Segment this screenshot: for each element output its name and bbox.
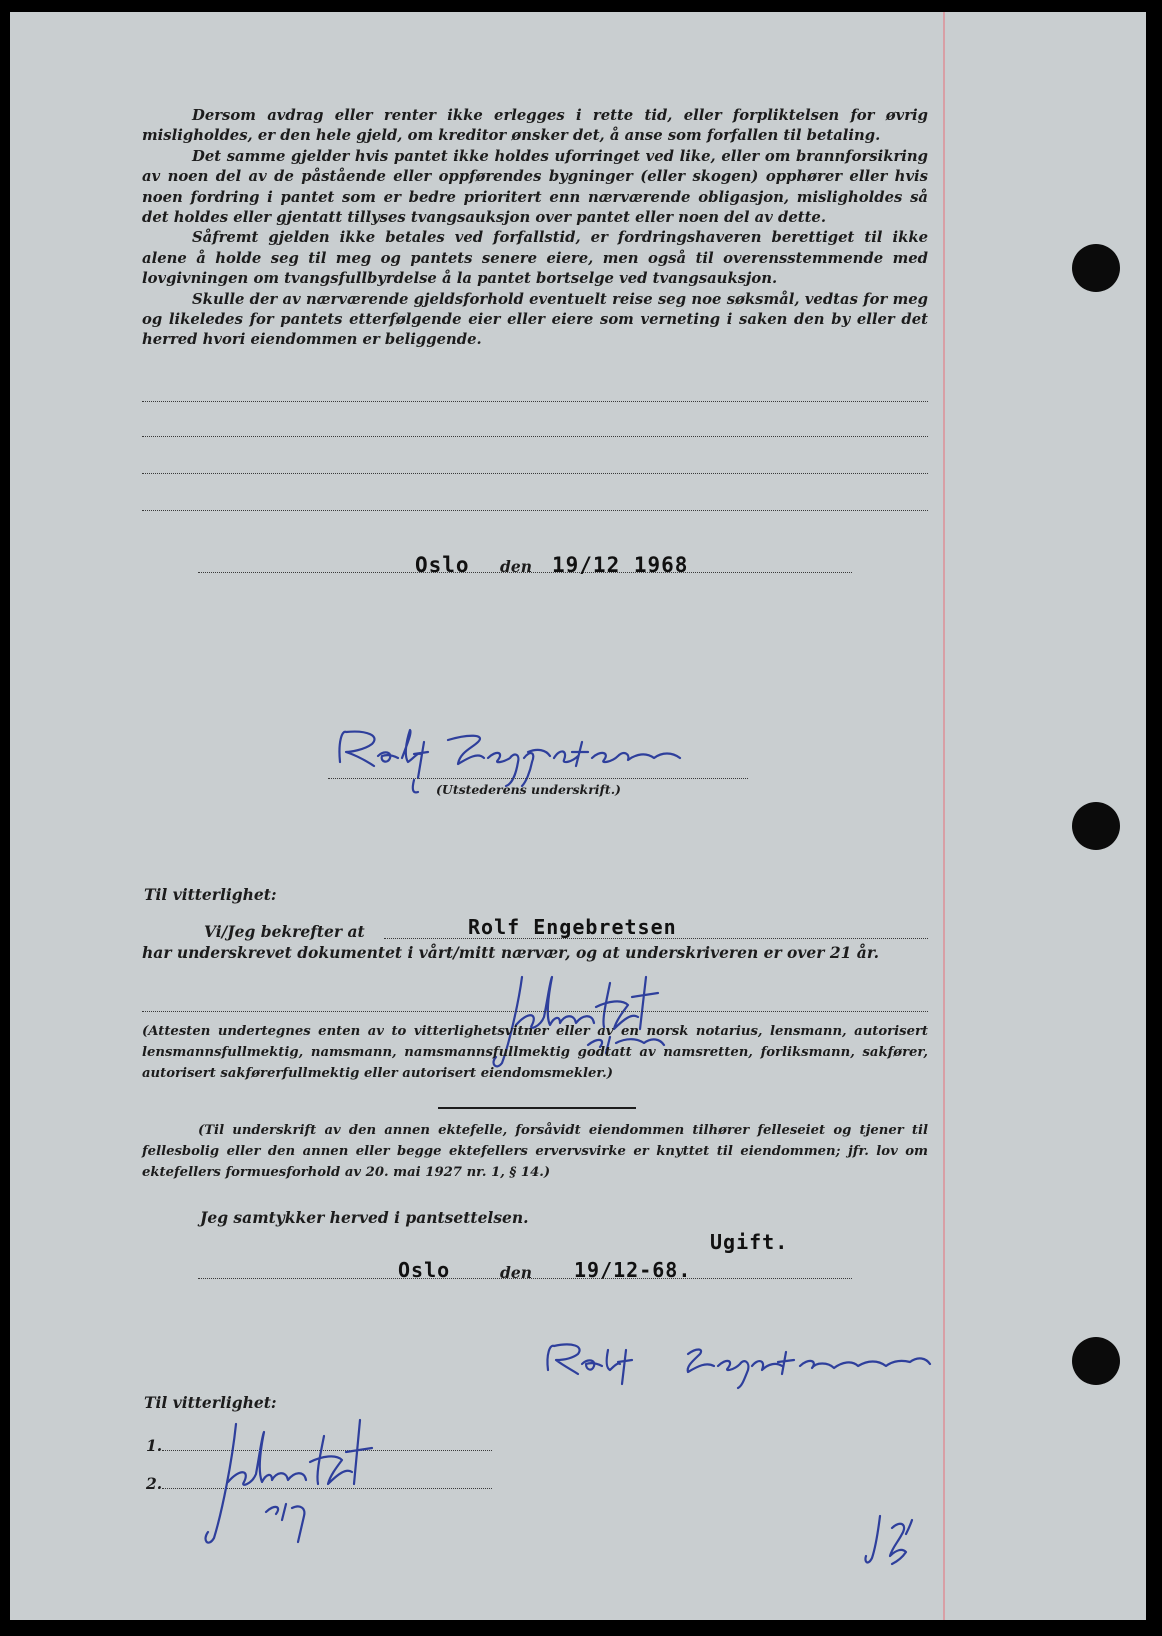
date-1: 19/12 1968 [552,553,689,577]
blank-line [142,473,928,474]
confirm-prefix: Vi/Jeg bekrefter at [204,922,365,941]
attest-note: (Attesten undertegnes enten av to vitterlighetsvitner eller av en norsk notarius, lensmann, autorisert lensmannsfullmektig, namsmann, namsmannsfullmektig godtatt av namsretten, forliksmann, sakfører, autorisert sakførerfullmektig eller autorisert eiendomsmekler.) [142,1024,928,1081]
confirm-name: Rolf Engebretsen [468,915,677,939]
witness-number-1: 1. [146,1436,163,1455]
consent-text: Jeg samtykker herved i pantsettelsen. [200,1208,529,1227]
divider-rule [438,1107,636,1109]
terms-paragraph-2: Det samme gjelder hvis pantet ikke holdes uforringet ved like, eller om brannforsikring av noen del av de påstående eller oppførendes bygninger (eller skogen) opphører eller hvis noen fordring i pantet som er bedre prioritert enn nærværende obligasjon, misligholdes så det holdes eller gjentatt tillyses tvangsauksjon over pantet eller noen del av dette. [142,147,928,227]
witness-signature-line [142,1011,928,1012]
witness-number-2: 2. [146,1474,163,1493]
confirm-line-2: har underskrevet dokumentet i vårt/mitt nærvær, og at underskriveren er over 21 år. [142,943,879,962]
document-page [10,12,1146,1620]
terms-paragraph-3: Såfremt gjelden ikke betales ved forfallstid, er fordringshaveren berettiget til ikke alene å holde seg til meg og pantets senere eiere, men også til overensstemmende med lovgivningen om tvangsfullbyrdelse å la pantet bortselge ved tvangsauksjon. [142,229,928,288]
blank-line [142,401,928,402]
punch-hole [1072,244,1120,292]
witness-heading: Til vitterlighet: [144,885,277,904]
place-2: Oslo [398,1258,451,1282]
initials-mark [862,1512,932,1572]
punch-hole [1072,1337,1120,1385]
terms-text [142,106,928,351]
terms-paragraph-4: Skulle der av nærværende gjeldsforhold eventuelt reise seg noe søksmål, vedtas for meg og likeledes for pantets etterfølgende eier eller eiere som verneting i saken den by eller det herred hvori eiendommen er beliggende. [142,290,928,349]
witness-heading-2: Til vitterlighet: [144,1393,277,1412]
spouse-note: (Til underskrift av den annen ektefelle, forsåvidt eiendommen tilhører felleseiet og tjener til fellesbolig eller den annen eller begge ektefellers ervervsvirke er knyttet til eiendommen; jfr. lov om ektefellers formuesforhold av 20. mai 1927 nr. 1, § 14.) [142,1123,928,1180]
punch-hole [1072,802,1120,850]
place-1: Oslo [415,553,470,577]
blank-line [142,510,928,511]
den-label-2: den [500,1263,532,1282]
consent-signature [538,1330,978,1390]
marital-status: Ugift. [710,1230,789,1254]
terms-paragraph-1: Dersom avdrag eller renter ikke erlegges i rette tid, eller forpliktelsen for øvrig misligholdes, er den hele gjeld, om kreditor ønsker det, å anse som forfallen til betaling. [142,107,928,145]
issuer-signature-line [328,778,748,779]
date-2: 19/12-68. [574,1258,692,1282]
issuer-signature-caption: (Utstederens underskrift.) [436,782,621,797]
blank-line [142,436,928,437]
witness-signature-2 [196,1412,416,1562]
den-label-1: den [500,557,532,576]
